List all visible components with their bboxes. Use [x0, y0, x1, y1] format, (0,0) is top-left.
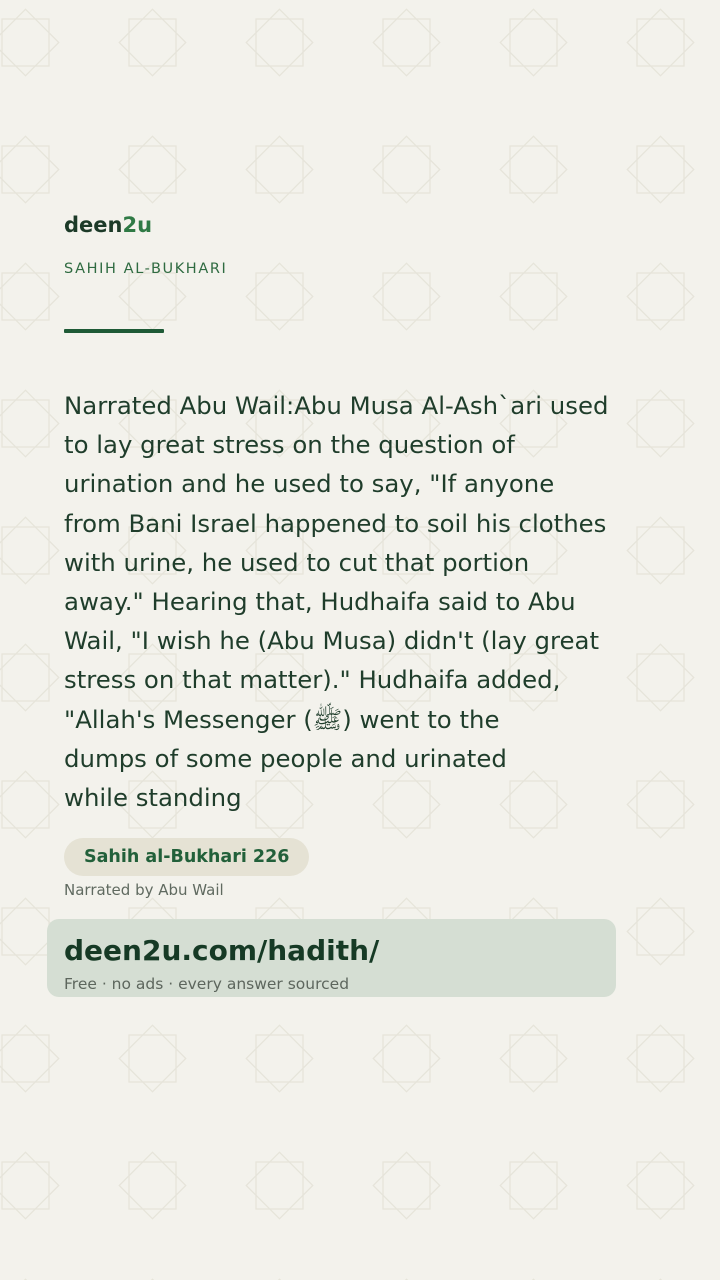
hadith-line: to lay great stress on the question of [64, 430, 515, 460]
reference-badge: Sahih al-Bukhari 226 [64, 838, 309, 876]
hadith-line: dumps of some people and urinated [64, 743, 507, 773]
hadith-line: Narrated Abu Wail:Abu Musa Al-Ash`ari used [64, 391, 609, 420]
hadith-line: urination and he used to say, "If anyone [64, 469, 555, 499]
hadith-line: stress on that matter)." Hudhaifa added, [64, 665, 561, 695]
cta-tagline: Free · no ads · every answer sourced [64, 975, 350, 993]
hadith-text [64, 386, 664, 817]
hadith-line: with urine, he used to cut that portion [64, 547, 530, 577]
collection-label: SAHIH AL-BUKHARI [64, 261, 228, 277]
cta-url-link[interactable]: deen2u.com/hadith/ [64, 934, 380, 967]
hadith-line: Wail, "I wish he (Abu Musa) didn't (lay great [64, 626, 600, 656]
narrator-label: Narrated by Abu Wail [64, 881, 224, 899]
hadith-line: while standing [64, 783, 242, 813]
brand-name-main: deen [64, 213, 123, 237]
brand-name-accent: 2u [122, 213, 153, 237]
hadith-line: away." Hearing that, Hudhaifa said to Abu [64, 587, 576, 617]
brand-logo [64, 211, 152, 239]
hadith-line: from Bani Israel happened to soil his clothes [64, 508, 607, 538]
hadith-line: "Allah's Messenger (ﷺ) went to the [64, 704, 500, 734]
divider [64, 329, 164, 333]
cta-banner[interactable] [47, 919, 616, 997]
